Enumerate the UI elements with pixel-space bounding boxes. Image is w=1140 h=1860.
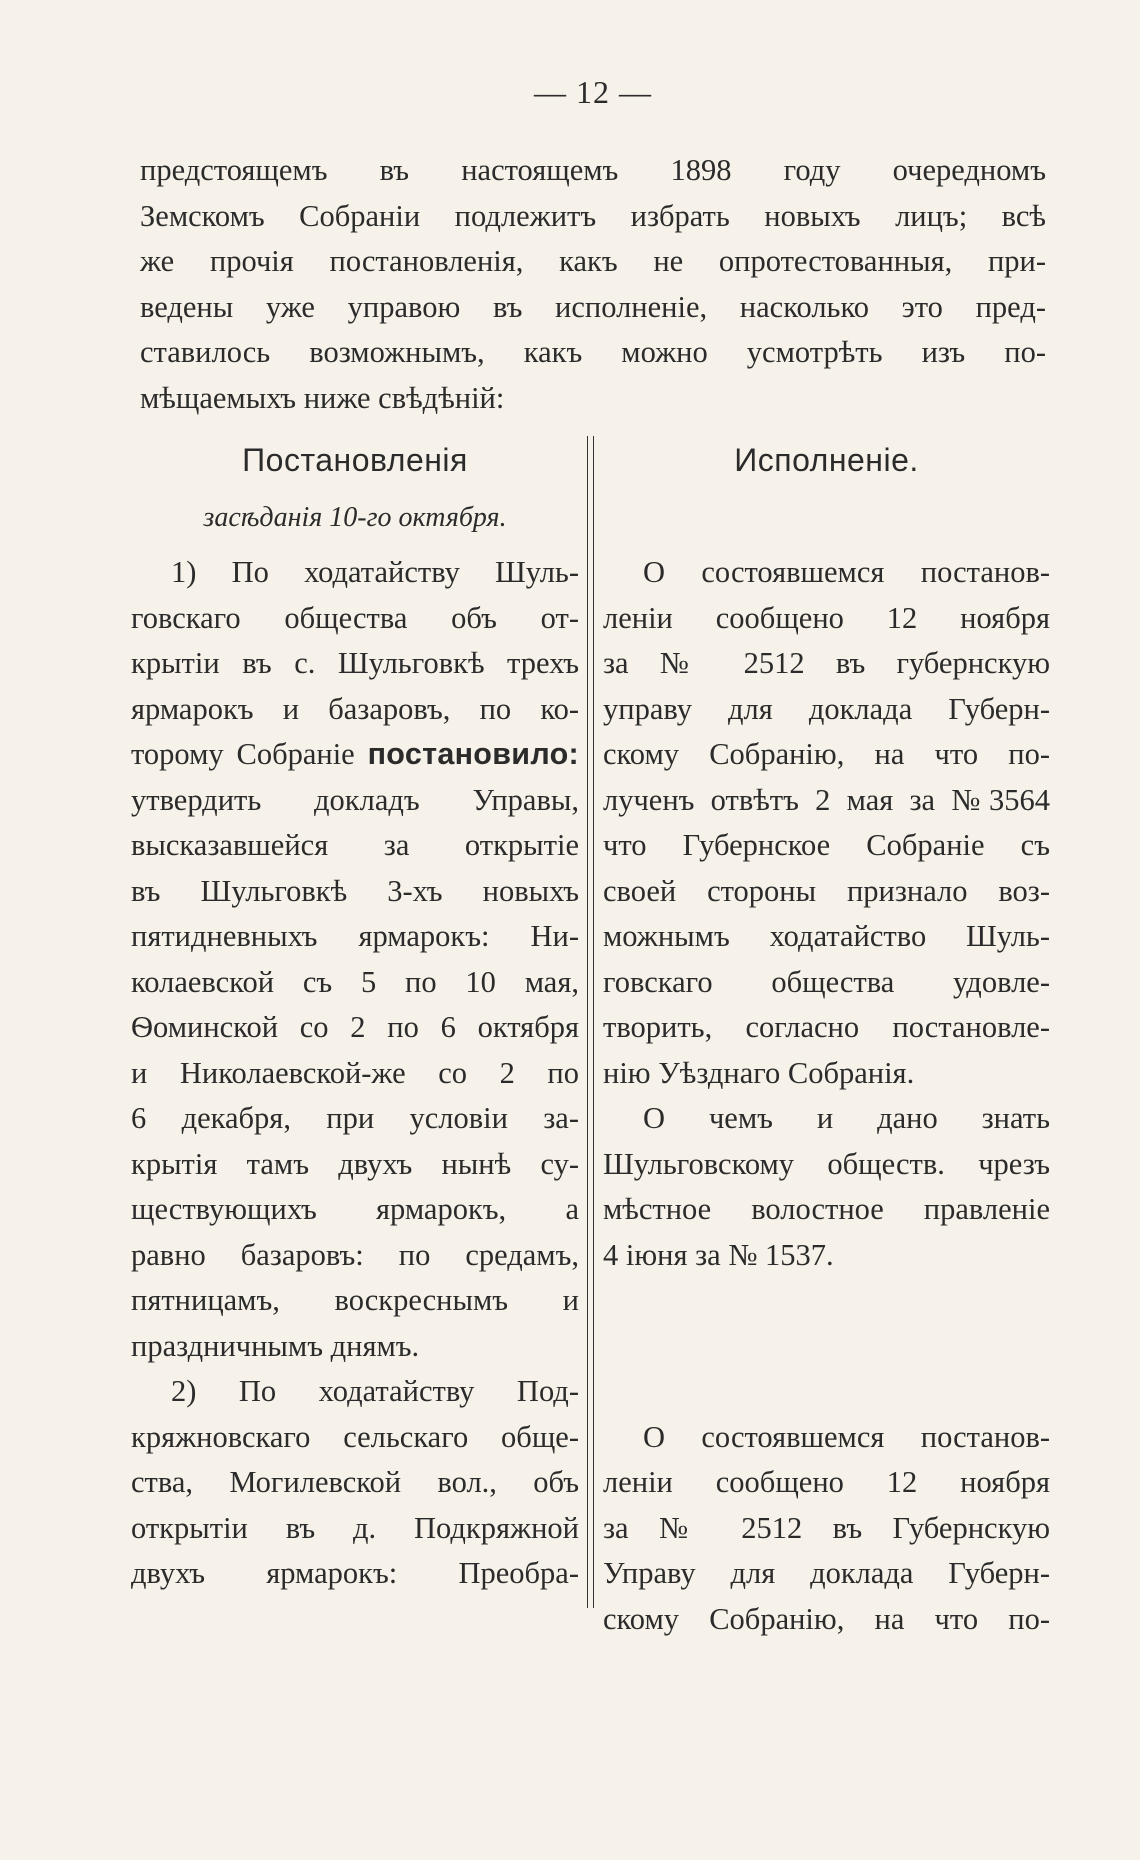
execution-line: лученъ отвѣтъ 2 мая за №3564 <box>603 782 1050 817</box>
execution-line: О состоявшемся постанов- <box>643 1419 1050 1454</box>
spacer <box>603 1324 1050 1370</box>
execution-line: нію Уѣзднаго Собранія. <box>603 1055 915 1090</box>
resolution-line: говскаго общества объ от- <box>131 600 579 635</box>
resolution-line: ярмарокъ и базаровъ, по ко- <box>131 691 579 726</box>
execution-line: О чемъ и дано знать <box>643 1101 1050 1135</box>
resolution-line: пятидневныхъ ярмарокъ: Ни- <box>131 919 579 953</box>
execution-line: мѣстное волостное правленіе <box>603 1192 1050 1226</box>
execution-line: Шульговскому обществ. чрезъ <box>603 1146 1050 1181</box>
execution-line: можнымъ ходатайство Шуль- <box>603 919 1050 953</box>
resolutions-column <box>131 430 579 1597</box>
resolution-line: открытіи въ д. Подкряжной <box>131 1510 579 1545</box>
resolution-line <box>131 732 579 778</box>
resolutions-heading: Постановленія <box>242 442 468 478</box>
resolution-line: пятницамъ, воскреснымъ и <box>131 1283 579 1317</box>
resolution-line: и Николаевской-же со 2 по <box>131 1055 579 1090</box>
resolution-line: высказавшейся за открытіе <box>131 828 579 862</box>
resolution-line: двухъ ярмарокъ: Преобра- <box>131 1556 579 1590</box>
intro-line: ведены уже управою въ исполненіе, насколько это пред- <box>140 289 1046 324</box>
execution-heading: Исполненіе. <box>734 442 919 478</box>
resolution-line: колаевской съ 5 по 10 мая, <box>131 964 579 999</box>
intro-line: Земскомъ Собраніи подлежитъ избрать новыхъ лицъ; всѣ <box>140 198 1046 233</box>
execution-line: творить, согласно постановле- <box>603 1010 1050 1044</box>
intro-line: предстоящемъ въ настоящемъ 1898 году очередномъ <box>140 153 1046 187</box>
resolution-line: Ѳоминской со 2 по 6 октября <box>131 1010 579 1044</box>
resolution-line: въ Шульговкѣ 3-хъ новыхъ <box>131 873 579 908</box>
execution-line: скому Собранію, на что по- <box>603 1601 1050 1636</box>
resolution-line: крытія тамъ двухъ нынѣ су- <box>131 1146 579 1181</box>
spacer <box>603 1278 1050 1324</box>
execution-line: леніи сообщено 12 ноября <box>603 600 1050 635</box>
execution-line: своей стороны признало воз- <box>603 873 1050 908</box>
resolution-line: кряжновскаго сельскаго обще- <box>131 1419 579 1454</box>
intro-line: ставилось возможнымъ, какъ можно усмотрѣть изъ по- <box>140 335 1046 369</box>
execution-column <box>603 430 1050 1642</box>
execution-line: О состоявшемся постанов- <box>643 555 1050 589</box>
execution-line: за № 2512 въ Губернскую <box>603 1510 1050 1545</box>
resolution-line: ществующихъ ярмарокъ, а <box>131 1192 579 1226</box>
resolution-text: торому Собраніе <box>131 737 355 771</box>
resolution-keyword: постановило: <box>367 737 579 771</box>
intro-line: же прочія постановленія, какъ не опротестованныя, при- <box>140 244 1046 278</box>
resolution-line: крытіи въ с. Шульговкѣ трехъ <box>131 646 579 680</box>
execution-line: 4 іюня за № 1537. <box>603 1237 834 1272</box>
intro-line: мѣщаемыхъ ниже свѣдѣній: <box>140 380 505 415</box>
execution-line: управу для доклада Губерн- <box>603 691 1050 726</box>
execution-line: леніи сообщено 12 ноября <box>603 1465 1050 1499</box>
resolution-line: ства, Могилевской вол., объ <box>131 1465 579 1499</box>
session-subheading: засѣданія 10-го октября. <box>203 502 507 533</box>
execution-line: говскаго общества удовле- <box>603 964 1050 999</box>
intro-paragraph <box>140 148 1046 421</box>
execution-line: скому Собранію, на что по- <box>603 737 1050 771</box>
spacer <box>603 490 1050 550</box>
spacer <box>603 1369 1050 1415</box>
column-divider <box>587 436 594 1608</box>
resolution-line: равно базаровъ: по средамъ, <box>131 1237 579 1272</box>
resolution-line: праздничнымъ днямъ. <box>131 1328 420 1363</box>
resolution-line: 6 декабря, при условіи за- <box>131 1101 579 1135</box>
execution-line: за № 2512 въ губернскую <box>603 646 1050 680</box>
resolution-line: утвердить докладъ Управы, <box>131 782 579 817</box>
execution-line: Управу для доклада Губерн- <box>603 1556 1050 1590</box>
execution-line: что Губернское Собраніе съ <box>603 828 1050 862</box>
page-number: — 12 — <box>534 74 652 110</box>
resolution-line: 1) По ходатайству Шуль- <box>171 555 579 589</box>
resolution-line: 2) По ходатайству Под- <box>171 1374 579 1408</box>
